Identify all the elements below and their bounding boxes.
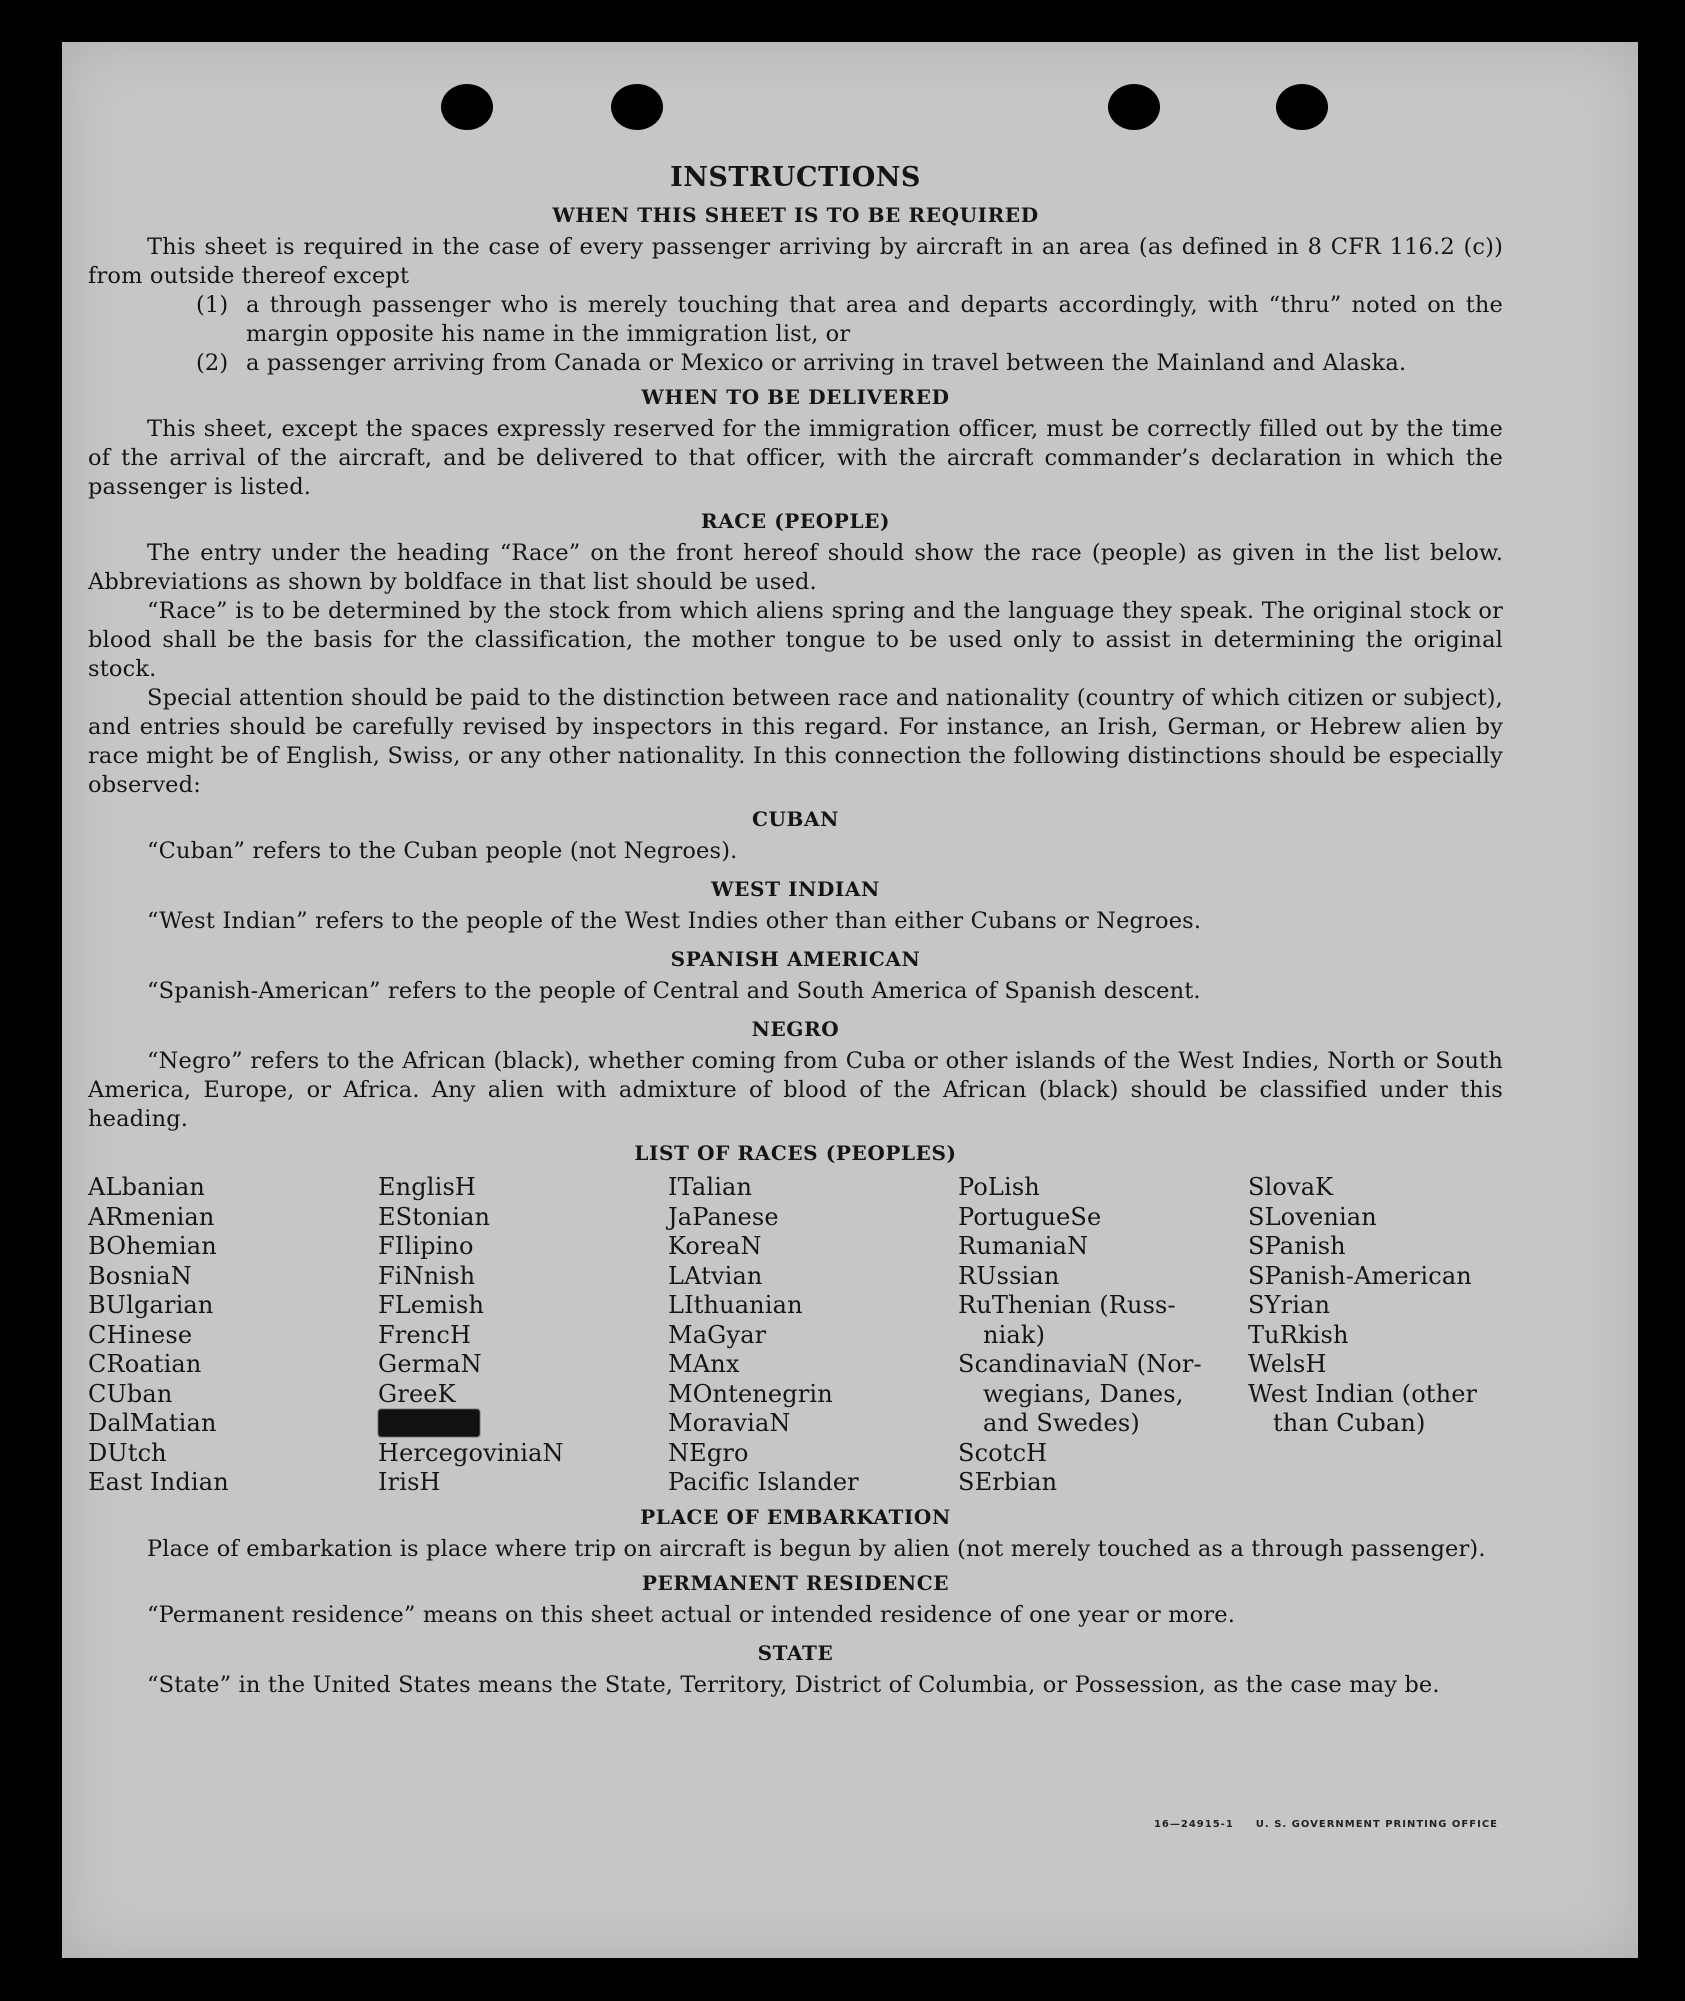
race-entry: LAtvian <box>668 1261 763 1290</box>
race-entry: SPanish <box>1248 1232 1346 1260</box>
race-entry: EStonian <box>378 1202 491 1231</box>
race-entry: BUlgarian <box>88 1291 214 1319</box>
race-entry: FrencH <box>378 1320 472 1349</box>
section-heading-list-of-races: LIST OF RACES (PEOPLES) <box>634 1141 957 1165</box>
race-paragraph: The entry under the heading “Race” on the front hereof should show the race (people) as given in the list below. Abbreviations as shown by boldface in that list should be used. <box>88 540 1503 595</box>
exception-item-text: a through passenger who is merely touching that area and departs accordingly, with “thru” noted on the margin opposite his name in the immigration list, or <box>246 292 1503 347</box>
race-entry: ScandinaviaN (Nor- <box>958 1350 1202 1378</box>
race-entry: CHinese <box>88 1320 193 1349</box>
race-entry: GermaN <box>378 1350 482 1378</box>
race-entry: West Indian (other <box>1248 1379 1478 1408</box>
section-heading-race: RACE (PEOPLE) <box>700 509 891 533</box>
when-required-intro: This sheet is required in the case of every passenger arriving by aircraft in an area (as defined in 8 CFR 116.2 (c)) from outside thereof except <box>88 234 1503 289</box>
race-entry: JaPanese <box>668 1202 779 1231</box>
race-entry: RUssian <box>958 1261 1060 1290</box>
race-entry-continued: than Cuban) <box>1273 1409 1426 1437</box>
section-heading-negro: NEGRO <box>751 1017 840 1041</box>
section-heading-when-delivered: WHEN TO BE DELIVERED <box>641 385 950 409</box>
exception-list <box>88 291 1503 378</box>
exception-item-number: (1) <box>196 292 229 318</box>
race-entry: PoLish <box>958 1173 1040 1201</box>
race-entry: Pacific Islander <box>668 1468 859 1496</box>
race-column <box>88 1173 378 1498</box>
race-paragraph: Special attention should be paid to the distinction between race and nationality (country of which citizen or subject), and entries should be carefully revised by inspectors in this regard. For instance, an Irish, German, or Hebrew alien by race might be of English, Swiss, or any other nationality. In this connection the following distinctions should be especially observed: <box>88 685 1503 798</box>
section-heading-place-of-embarkation: PLACE OF EMBARKATION <box>640 1504 951 1529</box>
exception-item-text: a passenger arriving from Canada or Mexico or arriving in travel between the Mainland and Alaska. <box>246 350 1407 376</box>
printer-imprint: U. S. GOVERNMENT PRINTING OFFICE <box>1255 1819 1498 1830</box>
race-entry: GreeK <box>378 1379 456 1408</box>
race-entry: SPanish-American <box>1248 1261 1472 1290</box>
race-entry: East Indian <box>88 1468 229 1496</box>
race-entry: MoraviaN <box>668 1409 791 1437</box>
punch-hole <box>1276 84 1328 130</box>
race-column <box>378 1173 668 1498</box>
race-list <box>88 1173 1503 1498</box>
race-entry: BosniaN <box>88 1261 192 1290</box>
instructions-content <box>88 160 1503 1700</box>
cuban-text: “Cuban” refers to the Cuban people (not Negroes). <box>147 838 738 864</box>
section-heading-permanent-residence: PERMANENT RESIDENCE <box>641 1570 950 1595</box>
spanish-american-text: “Spanish-American” refers to the people of Central and South America of Spanish descent. <box>147 978 1201 1004</box>
race-entry: DUtch <box>88 1438 167 1467</box>
race-entry: SErbian <box>958 1468 1058 1496</box>
race-entry: ARmenian <box>88 1202 215 1231</box>
negro-text: “Negro” refers to the African (black), whether coming from Cuba or other islands of the West Indies, North or South America, Europe, or Africa. Any alien with admixture of blood of the African (black) should be classified under this heading. <box>88 1048 1503 1132</box>
state-text: “State” in the United States means the State, Territory, District of Columbia, or Possession, as the case may be. <box>147 1671 1440 1698</box>
race-entry: FIlipino <box>378 1232 474 1260</box>
page-title: INSTRUCTIONS <box>670 162 921 193</box>
section-heading-state: STATE <box>757 1640 834 1665</box>
race-entry: MOntenegrin <box>668 1379 833 1408</box>
exception-item <box>88 291 1503 349</box>
race-entry: SlovaK <box>1248 1173 1334 1201</box>
race-entry: KoreaN <box>668 1232 762 1260</box>
permanent-residence-text: “Permanent residence” means on this sheet actual or intended residence of one year or more. <box>147 1601 1236 1628</box>
race-entry: FiNnish <box>378 1261 476 1290</box>
section-heading-west-indian: WEST INDIAN <box>711 877 880 901</box>
race-entry: ALbanian <box>88 1173 206 1201</box>
race-entry: ITalian <box>668 1173 753 1201</box>
section-heading-spanish-american: SPANISH AMERICAN <box>670 947 921 971</box>
exception-item <box>88 349 1503 378</box>
document-page <box>62 42 1638 1958</box>
exception-item-number: (2) <box>196 350 229 376</box>
race-entry: SLovenian <box>1248 1202 1377 1231</box>
redacted-race-entry: HebreW <box>378 1409 480 1437</box>
race-entry: BOhemian <box>88 1232 217 1260</box>
punch-hole <box>1108 84 1160 130</box>
race-entry: SYrian <box>1248 1291 1331 1319</box>
race-entry: EnglisH <box>378 1173 476 1201</box>
place-of-embarkation-text: Place of embarkation is place where trip on aircraft is begun by alien (not merely touched as a through passenger). <box>147 1535 1486 1562</box>
punch-hole <box>441 84 493 130</box>
race-column <box>668 1173 958 1498</box>
race-entry: ScotcH <box>958 1438 1048 1467</box>
form-number: 16—24915-1 <box>1153 1819 1234 1830</box>
race-paragraph: “Race” is to be determined by the stock from which aliens spring and the language they speak. The original stock or blood shall be the basis for the classification, the mother tongue to be used only to assist in determining the original stock. <box>88 598 1503 682</box>
printer-footer <box>1132 1819 1498 1830</box>
race-entry: WelsH <box>1248 1350 1327 1378</box>
race-column <box>1248 1173 1503 1498</box>
race-entry: IrisH <box>378 1468 441 1496</box>
race-entry-continued: and Swedes) <box>983 1409 1140 1437</box>
race-entry: TuRkish <box>1248 1320 1349 1349</box>
race-entry: PortugueSe <box>958 1202 1102 1231</box>
punch-hole <box>611 84 663 130</box>
race-column <box>958 1173 1248 1498</box>
west-indian-text: “West Indian” refers to the people of the West Indies other than either Cubans or Negroes. <box>147 908 1202 934</box>
race-entry: RumaniaN <box>958 1232 1089 1260</box>
when-delivered-text: This sheet, except the spaces expressly reserved for the immigration officer, must be correctly filled out by the time of the arrival of the aircraft, and be delivered to that officer, with the aircraft commander’s declaration in which the passenger is listed. <box>88 416 1503 500</box>
race-entry: FLemish <box>378 1291 485 1319</box>
race-entry: DalMatian <box>88 1409 217 1437</box>
section-heading-when-required: WHEN THIS SHEET IS TO BE REQUIRED <box>552 203 1039 227</box>
section-heading-cuban: CUBAN <box>751 807 840 831</box>
race-entry: MaGyar <box>668 1320 767 1349</box>
race-entry: NEgro <box>668 1438 749 1467</box>
race-entry: HercegoviniaN <box>378 1438 564 1467</box>
race-entry: MAnx <box>668 1350 740 1378</box>
race-entry: RuThenian (Russ- <box>958 1291 1176 1319</box>
race-entry: LIthuanian <box>668 1291 803 1319</box>
race-entry: CRoatian <box>88 1350 202 1378</box>
race-entry: CUban <box>88 1379 173 1408</box>
race-entry-continued: wegians, Danes, <box>983 1379 1184 1408</box>
race-entry-continued: niak) <box>983 1320 1046 1349</box>
